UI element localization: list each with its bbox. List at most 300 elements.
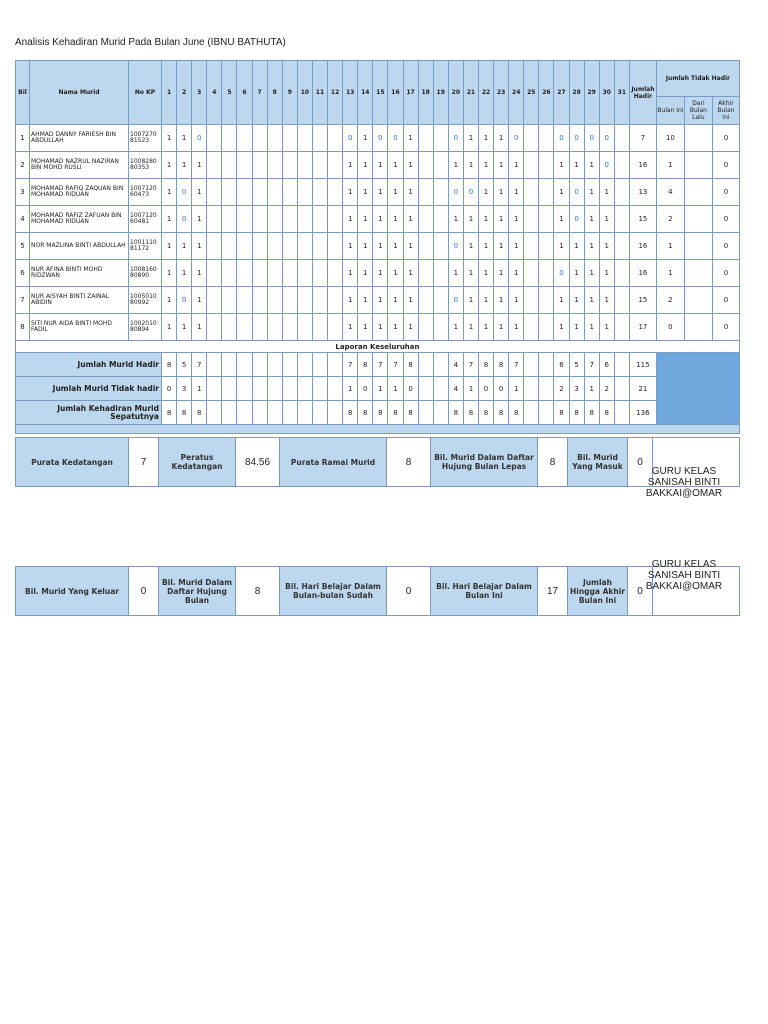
row-akhir-bulan-ini: 0 (712, 233, 739, 260)
header-akhir-bulan-ini: Akhir Bulan Ini (712, 97, 739, 125)
row-nama-murid: MOHAMAD RAFIZ ZAFUAN BIN MOHAMAD RIDUAN (30, 206, 129, 233)
attendance-cell (252, 287, 267, 314)
summary-cell: 2 (554, 377, 569, 401)
summary-cell (614, 377, 629, 401)
attendance-cell: 0 (192, 125, 207, 152)
row-akhir-bulan-ini: 0 (712, 314, 739, 341)
attendance-cell: 0 (569, 179, 584, 206)
attendance-cell: 1 (192, 287, 207, 314)
summary-cell: 8 (478, 401, 493, 425)
laporan-keseluruhan-label: Laporan Keseluruhan (16, 341, 740, 353)
attendance-cell: 1 (584, 179, 599, 206)
attendance-cell: 1 (554, 314, 569, 341)
attendance-cell (433, 152, 448, 179)
attendance-cell (539, 287, 554, 314)
summary-cell (614, 353, 629, 377)
attendance-cell: 0 (509, 125, 524, 152)
attendance-cell: 1 (162, 233, 177, 260)
summary-total: 115 (629, 353, 656, 377)
attendance-cell (237, 179, 252, 206)
attendance-cell (267, 206, 282, 233)
attendance-cell: 1 (358, 287, 373, 314)
summary-cell: 1 (509, 377, 524, 401)
attendance-cell: 0 (599, 152, 614, 179)
attendance-cell: 1 (448, 206, 463, 233)
row-bil: 1 (16, 125, 30, 152)
purata-kedatangan-label: Purata Kedatangan (16, 438, 129, 487)
attendance-cell: 0 (569, 206, 584, 233)
row-bil: 2 (16, 152, 30, 179)
attendance-cell (433, 260, 448, 287)
summary-cell (252, 377, 267, 401)
row-jumlah-hadir: 17 (629, 314, 656, 341)
purata-ramai-value: 8 (387, 438, 431, 487)
attendance-cell: 1 (478, 314, 493, 341)
table-row (16, 233, 740, 260)
attendance-cell: 1 (403, 233, 418, 260)
attendance-cell (433, 125, 448, 152)
attendance-cell (524, 260, 539, 287)
row-nama-murid: SITI NUR AIDA BINTI MOHD FADIL (30, 314, 129, 341)
summary-cell: 8 (403, 401, 418, 425)
header-day: 7 (252, 61, 267, 125)
attendance-cell (252, 260, 267, 287)
row-no-kp: 1007270 81523 (129, 125, 162, 152)
summary-cell (267, 401, 282, 425)
summary-cell: 1 (192, 377, 207, 401)
attendance-cell (282, 287, 297, 314)
summary-cell (524, 401, 539, 425)
attendance-cell: 0 (554, 260, 569, 287)
attendance-cell (418, 287, 433, 314)
attendance-cell (207, 152, 222, 179)
attendance-cell (539, 260, 554, 287)
hari-ini-value: 17 (538, 567, 568, 616)
attendance-cell (297, 152, 312, 179)
attendance-cell: 1 (358, 206, 373, 233)
attendance-cell: 1 (388, 206, 403, 233)
attendance-cell (222, 152, 237, 179)
header-day: 5 (222, 61, 237, 125)
murid-keluar-label: Bil. Murid Yang Keluar (16, 567, 129, 616)
header-day: 4 (207, 61, 222, 125)
attendance-cell: 1 (494, 179, 509, 206)
row-bulan-ini: 2 (656, 287, 684, 314)
summary-cell: 8 (192, 401, 207, 425)
row-dari-bulan-lalu (684, 152, 712, 179)
summary-cell: 6 (554, 353, 569, 377)
summary-cell (433, 353, 448, 377)
hari-ini-label: Bil. Hari Belajar Dalam Bulan Ini (431, 567, 538, 616)
attendance-cell: 1 (403, 125, 418, 152)
summary-cell (539, 377, 554, 401)
attendance-cell (282, 314, 297, 341)
peratus-kedatangan-value: 84.56 (236, 438, 280, 487)
row-bil: 8 (16, 314, 30, 341)
attendance-cell (524, 287, 539, 314)
summary-cell: 8 (177, 401, 192, 425)
row-bulan-ini: 4 (656, 179, 684, 206)
attendance-cell: 1 (494, 125, 509, 152)
attendance-cell: 1 (358, 314, 373, 341)
attendance-cell (433, 287, 448, 314)
summary-label: Jumlah Murid Tidak hadir (16, 377, 162, 401)
attendance-cell (524, 179, 539, 206)
attendance-cell (524, 206, 539, 233)
attendance-cell: 0 (448, 125, 463, 152)
attendance-cell: 1 (478, 287, 493, 314)
row-dari-bulan-lalu (684, 206, 712, 233)
attendance-cell: 0 (448, 233, 463, 260)
attendance-cell: 1 (162, 314, 177, 341)
summary-cell (267, 353, 282, 377)
summary-cell: 5 (177, 353, 192, 377)
attendance-cell: 1 (599, 260, 614, 287)
attendance-cell: 0 (388, 125, 403, 152)
summary-cell: 3 (177, 377, 192, 401)
attendance-cell: 1 (388, 233, 403, 260)
attendance-cell: 1 (343, 179, 358, 206)
attendance-cell: 1 (599, 179, 614, 206)
row-no-kp: 1008280 80353 (129, 152, 162, 179)
attendance-cell: 1 (192, 152, 207, 179)
header-dari-bulan-lalu: Dari Bulan Lalu (684, 97, 712, 125)
attendance-body (16, 125, 740, 434)
page-title: Analisis Kehadiran Murid Pada Bulan June (IBNU BATHUTA) (15, 37, 286, 48)
summary-label: Jumlah Kehadiran Murid Sepatutnya (16, 401, 162, 425)
attendance-cell: 1 (584, 314, 599, 341)
attendance-cell: 1 (177, 125, 192, 152)
summary-cell: 0 (478, 377, 493, 401)
row-bulan-ini: 0 (656, 314, 684, 341)
attendance-cell: 1 (403, 179, 418, 206)
daftar-lepas-label: Bil. Murid Dalam Daftar Hujung Bulan Lepas (431, 438, 538, 487)
summary-cell: 6 (599, 353, 614, 377)
header-day: 27 (554, 61, 569, 125)
attendance-cell (267, 287, 282, 314)
row-dari-bulan-lalu (684, 287, 712, 314)
attendance-cell: 1 (494, 287, 509, 314)
attendance-cell: 1 (448, 152, 463, 179)
row-nama-murid: NUR AFINA BINTI MOHD RIDZWAN (30, 260, 129, 287)
row-akhir-bulan-ini: 0 (712, 152, 739, 179)
summary-cell (282, 401, 297, 425)
attendance-cell: 1 (463, 287, 478, 314)
attendance-cell: 0 (448, 287, 463, 314)
murid-keluar-value: 0 (129, 567, 159, 616)
attendance-cell: 1 (554, 152, 569, 179)
attendance-cell (614, 179, 629, 206)
attendance-table (15, 60, 740, 434)
attendance-cell (539, 125, 554, 152)
attendance-cell (282, 206, 297, 233)
attendance-cell: 1 (388, 314, 403, 341)
attendance-cell: 1 (478, 260, 493, 287)
summary-cell: 8 (478, 353, 493, 377)
attendance-cell: 1 (403, 260, 418, 287)
attendance-cell (222, 287, 237, 314)
header-bil: Bil (16, 61, 30, 125)
summary-cell: 7 (373, 353, 388, 377)
summary-cell (207, 353, 222, 377)
attendance-cell (539, 206, 554, 233)
summary-cell (328, 377, 343, 401)
summary-cell: 3 (569, 377, 584, 401)
attendance-cell: 1 (554, 206, 569, 233)
attendance-cell: 1 (569, 152, 584, 179)
attendance-cell (614, 314, 629, 341)
row-bil: 7 (16, 287, 30, 314)
row-dari-bulan-lalu (684, 233, 712, 260)
summary-cell (539, 401, 554, 425)
attendance-cell: 1 (403, 314, 418, 341)
attendance-cell (222, 125, 237, 152)
attendance-cell: 0 (373, 125, 388, 152)
attendance-cell (433, 314, 448, 341)
row-dari-bulan-lalu (684, 125, 712, 152)
attendance-cell (418, 260, 433, 287)
summary-cell: 4 (448, 377, 463, 401)
summary-cell: 1 (584, 377, 599, 401)
summary-row (16, 401, 740, 425)
attendance-cell: 1 (343, 152, 358, 179)
attendance-cell: 1 (162, 152, 177, 179)
header-day: 20 (448, 61, 463, 125)
attendance-cell (267, 260, 282, 287)
header-day: 18 (418, 61, 433, 125)
summary-cell (237, 377, 252, 401)
attendance-cell (433, 179, 448, 206)
row-dari-bulan-lalu (684, 260, 712, 287)
header-day: 10 (297, 61, 312, 125)
attendance-cell (328, 314, 343, 341)
attendance-cell: 1 (478, 152, 493, 179)
summary-cell: 8 (403, 353, 418, 377)
murid-masuk-value: 0 (628, 438, 653, 487)
attendance-cell (297, 287, 312, 314)
attendance-cell: 1 (509, 287, 524, 314)
attendance-cell: 1 (509, 233, 524, 260)
attendance-cell: 0 (554, 125, 569, 152)
attendance-cell: 1 (554, 287, 569, 314)
attendance-cell (614, 125, 629, 152)
summary-cell (282, 377, 297, 401)
header-day: 29 (584, 61, 599, 125)
attendance-cell: 1 (177, 260, 192, 287)
attendance-cell (222, 179, 237, 206)
peratus-kedatangan-label: Peratus Kedatangan (159, 438, 236, 487)
attendance-cell (328, 125, 343, 152)
attendance-cell (539, 314, 554, 341)
attendance-cell (312, 287, 327, 314)
header-jumlah-tidak-hadir: Jumlah Tidak Hadir (656, 61, 739, 97)
summary-cell (207, 377, 222, 401)
summary-cell (524, 377, 539, 401)
attendance-cell (237, 260, 252, 287)
attendance-cell: 0 (177, 206, 192, 233)
attendance-cell: 1 (343, 206, 358, 233)
summary-cell: 8 (463, 401, 478, 425)
attendance-cell: 1 (358, 233, 373, 260)
row-nama-murid: MOHAMAD NAZRUL NAZIRAN BIN MOHD RUSLI (30, 152, 129, 179)
attendance-cell: 1 (388, 152, 403, 179)
attendance-cell (267, 314, 282, 341)
row-dari-bulan-lalu (684, 314, 712, 341)
row-no-kp: 1001110 81172 (129, 233, 162, 260)
attendance-cell: 0 (463, 179, 478, 206)
attendance-cell: 1 (478, 125, 493, 152)
attendance-cell (312, 314, 327, 341)
attendance-cell (614, 287, 629, 314)
header-day: 9 (282, 61, 297, 125)
header-jumlah-hadir: Jumlah Hadir (629, 61, 656, 125)
summary-cell: 8 (162, 401, 177, 425)
summary-cell (328, 353, 343, 377)
attendance-cell: 1 (343, 233, 358, 260)
summary-cell (297, 401, 312, 425)
attendance-cell: 0 (599, 125, 614, 152)
attendance-cell (252, 206, 267, 233)
row-nama-murid: NUR AISYAH BINTI ZAINAL ABIDIN (30, 287, 129, 314)
attendance-cell (614, 206, 629, 233)
attendance-cell: 1 (192, 206, 207, 233)
attendance-cell: 0 (569, 125, 584, 152)
summary-cell: 1 (373, 377, 388, 401)
row-akhir-bulan-ini: 0 (712, 125, 739, 152)
summary-cell (433, 401, 448, 425)
attendance-cell (267, 179, 282, 206)
attendance-cell (222, 314, 237, 341)
attendance-cell (328, 152, 343, 179)
attendance-cell: 1 (569, 233, 584, 260)
attendance-cell (312, 206, 327, 233)
header-day: 30 (599, 61, 614, 125)
attendance-header (16, 61, 740, 125)
summary-cell: 8 (494, 401, 509, 425)
attendance-cell: 1 (388, 260, 403, 287)
summary-cell: 7 (343, 353, 358, 377)
attendance-cell: 1 (358, 179, 373, 206)
row-jumlah-hadir: 13 (629, 179, 656, 206)
header-day: 11 (312, 61, 327, 125)
summary-cell: 1 (388, 377, 403, 401)
row-jumlah-hadir: 7 (629, 125, 656, 152)
row-bulan-ini: 1 (656, 260, 684, 287)
row-nama-murid: NOR MAZLINA BINTI ABDULLAH (30, 233, 129, 260)
attendance-cell: 1 (192, 233, 207, 260)
attendance-cell: 1 (373, 233, 388, 260)
attendance-cell: 1 (403, 152, 418, 179)
table-row (16, 314, 740, 341)
attendance-cell (328, 233, 343, 260)
attendance-cell: 1 (192, 314, 207, 341)
guru-kelas-text-bottom (630, 559, 738, 592)
summary-cell: 7 (388, 353, 403, 377)
attendance-cell: 1 (569, 260, 584, 287)
attendance-cell: 1 (192, 260, 207, 287)
row-jumlah-hadir: 16 (629, 233, 656, 260)
attendance-cell (297, 125, 312, 152)
attendance-cell: 1 (373, 260, 388, 287)
attendance-cell: 1 (403, 206, 418, 233)
summary-cell: 1 (343, 377, 358, 401)
attendance-cell (328, 287, 343, 314)
row-no-kp: 1005010 80992 (129, 287, 162, 314)
attendance-cell: 1 (584, 287, 599, 314)
attendance-cell (237, 206, 252, 233)
attendance-cell (207, 260, 222, 287)
attendance-cell: 1 (569, 314, 584, 341)
attendance-cell: 1 (162, 179, 177, 206)
attendance-cell (539, 233, 554, 260)
attendance-cell: 1 (177, 233, 192, 260)
attendance-cell: 1 (343, 314, 358, 341)
header-day: 13 (343, 61, 358, 125)
attendance-cell: 1 (162, 206, 177, 233)
row-bil: 5 (16, 233, 30, 260)
daftar-hujung-label: Bil. Murid Dalam Daftar Hujung Bulan (159, 567, 236, 616)
attendance-cell: 1 (494, 206, 509, 233)
header-day: 22 (478, 61, 493, 125)
header-day: 15 (373, 61, 388, 125)
summary-cell (222, 401, 237, 425)
summary-cell (282, 353, 297, 377)
attendance-cell: 1 (509, 260, 524, 287)
guru-kelas-text-top: GURU KELAS SANISAH BINTI BAKKAI@OMAR (645, 466, 723, 499)
attendance-cell (524, 125, 539, 152)
header-day: 17 (403, 61, 418, 125)
row-jumlah-hadir: 15 (629, 287, 656, 314)
summary-cell (539, 353, 554, 377)
attendance-cell: 1 (358, 125, 373, 152)
gap-cell (16, 425, 740, 434)
attendance-cell (222, 260, 237, 287)
header-day: 31 (614, 61, 629, 125)
row-jumlah-hadir: 16 (629, 260, 656, 287)
attendance-cell: 1 (584, 260, 599, 287)
attendance-cell (614, 260, 629, 287)
attendance-cell: 1 (177, 314, 192, 341)
attendance-cell (207, 125, 222, 152)
header-day: 2 (177, 61, 192, 125)
daftar-lepas-value: 8 (538, 438, 568, 487)
attendance-cell (297, 260, 312, 287)
attendance-cell (312, 152, 327, 179)
attendance-cell (297, 314, 312, 341)
summary-cell (614, 401, 629, 425)
attendance-cell: 1 (343, 260, 358, 287)
summary-cell (328, 401, 343, 425)
summary-cell: 8 (569, 401, 584, 425)
table-row (16, 125, 740, 152)
attendance-cell (312, 125, 327, 152)
summary-cell: 7 (509, 353, 524, 377)
purata-ramai-label: Purata Ramai Murid (280, 438, 387, 487)
attendance-cell (418, 125, 433, 152)
summary-cell (267, 377, 282, 401)
summary-total: 136 (629, 401, 656, 425)
summary-cell (312, 401, 327, 425)
table-row (16, 206, 740, 233)
summary-cell: 1 (463, 377, 478, 401)
attendance-cell: 1 (463, 260, 478, 287)
row-akhir-bulan-ini: 0 (712, 287, 739, 314)
attendance-cell: 1 (494, 314, 509, 341)
attendance-cell: 1 (463, 314, 478, 341)
attendance-cell (222, 233, 237, 260)
attendance-cell: 1 (478, 179, 493, 206)
summary-cell (252, 353, 267, 377)
